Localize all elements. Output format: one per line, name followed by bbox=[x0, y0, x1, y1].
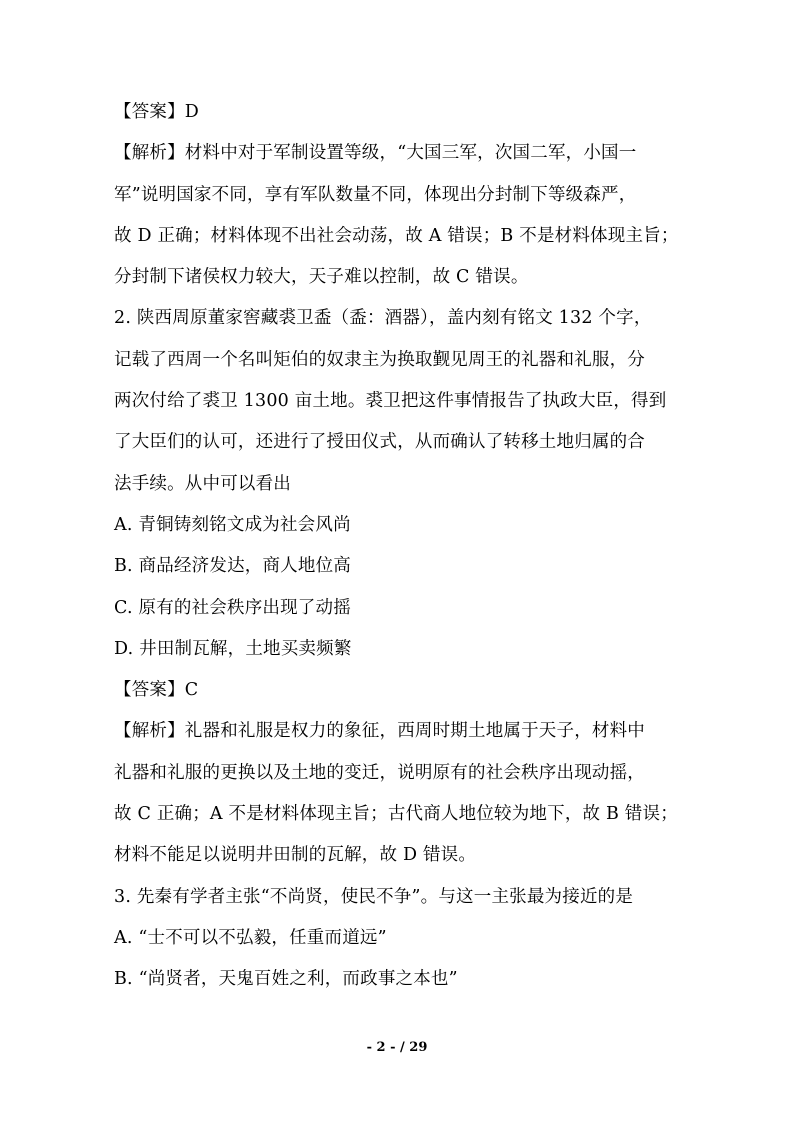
page-number: - 2 - / 29 bbox=[366, 1040, 428, 1055]
question-3-stem: 3. 先秦有学者主张“不尚贤，使民不争”。与这一主张最为接近的是 bbox=[114, 886, 634, 907]
question-2-line-4: 了大臣们的认可，还进行了授田仪式，从而确认了转移土地归属的合 bbox=[114, 432, 645, 453]
analysis-line-2: 军”说明国家不同，享有军队数量不同，体现出分封制下等级森严， bbox=[114, 184, 637, 205]
analysis-2-line-4: 材料不能足以说明井田制的瓦解，故 D 错误。 bbox=[114, 845, 477, 866]
question-2-line-1: 2. 陕西周原董家窖藏裘卫盉（盉：酒器），盖内刻有铭文 132 个字， bbox=[114, 308, 652, 329]
document-body bbox=[114, 100, 694, 1009]
analysis-line-1: 【解析】材料中对于军制设置等级，“大国三军，次国二军，小国一 bbox=[114, 143, 637, 164]
question-2-line-3: 两次付给了裘卫 1300 亩土地。裘卫把这件事情报告了执政大臣，得到 bbox=[114, 391, 667, 412]
question-2-option-a: A. 青铜铸刻铭文成为社会风尚 bbox=[114, 514, 351, 535]
question-2-option-c: C. 原有的社会秩序出现了动摇 bbox=[114, 597, 351, 618]
answer-label-2: 【答案】C bbox=[114, 680, 199, 701]
question-2-line-5: 法手续。从中可以看出 bbox=[114, 473, 291, 494]
question-2-option-b: B. 商品经济发达，商人地位高 bbox=[114, 556, 351, 577]
answer-label-1: 【答案】D bbox=[114, 102, 200, 122]
analysis-2-line-1: 【解析】礼器和礼服是权力的象征，西周时期土地属于天子，材料中 bbox=[114, 721, 645, 742]
question-3-option-a: A. “士不可以不弘毅，任重而道远” bbox=[114, 927, 387, 948]
analysis-line-4: 分封制下诸侯权力较大，天子难以控制，故 C 错误。 bbox=[114, 267, 529, 288]
question-2-option-d: D. 井田制瓦解，土地买卖频繁 bbox=[114, 638, 352, 659]
question-2-line-2: 记载了西周一个名叫矩伯的奴隶主为换取觐见周王的礼器和礼服，分 bbox=[114, 349, 645, 370]
analysis-line-3: 故 D 正确；材料体现不出社会动荡，故 A 错误；B 不是材料体现主旨； bbox=[114, 225, 679, 246]
analysis-2-line-3: 故 C 正确；A 不是材料体现主旨；古代商人地位较为地下，故 B 错误； bbox=[114, 804, 678, 825]
question-3-option-b: B. “尚贤者，天鬼百姓之利，而政事之本也” bbox=[114, 969, 458, 990]
analysis-2-line-2: 礼器和礼服的更换以及土地的变迁，说明原有的社会秩序出现动摇， bbox=[114, 762, 645, 783]
